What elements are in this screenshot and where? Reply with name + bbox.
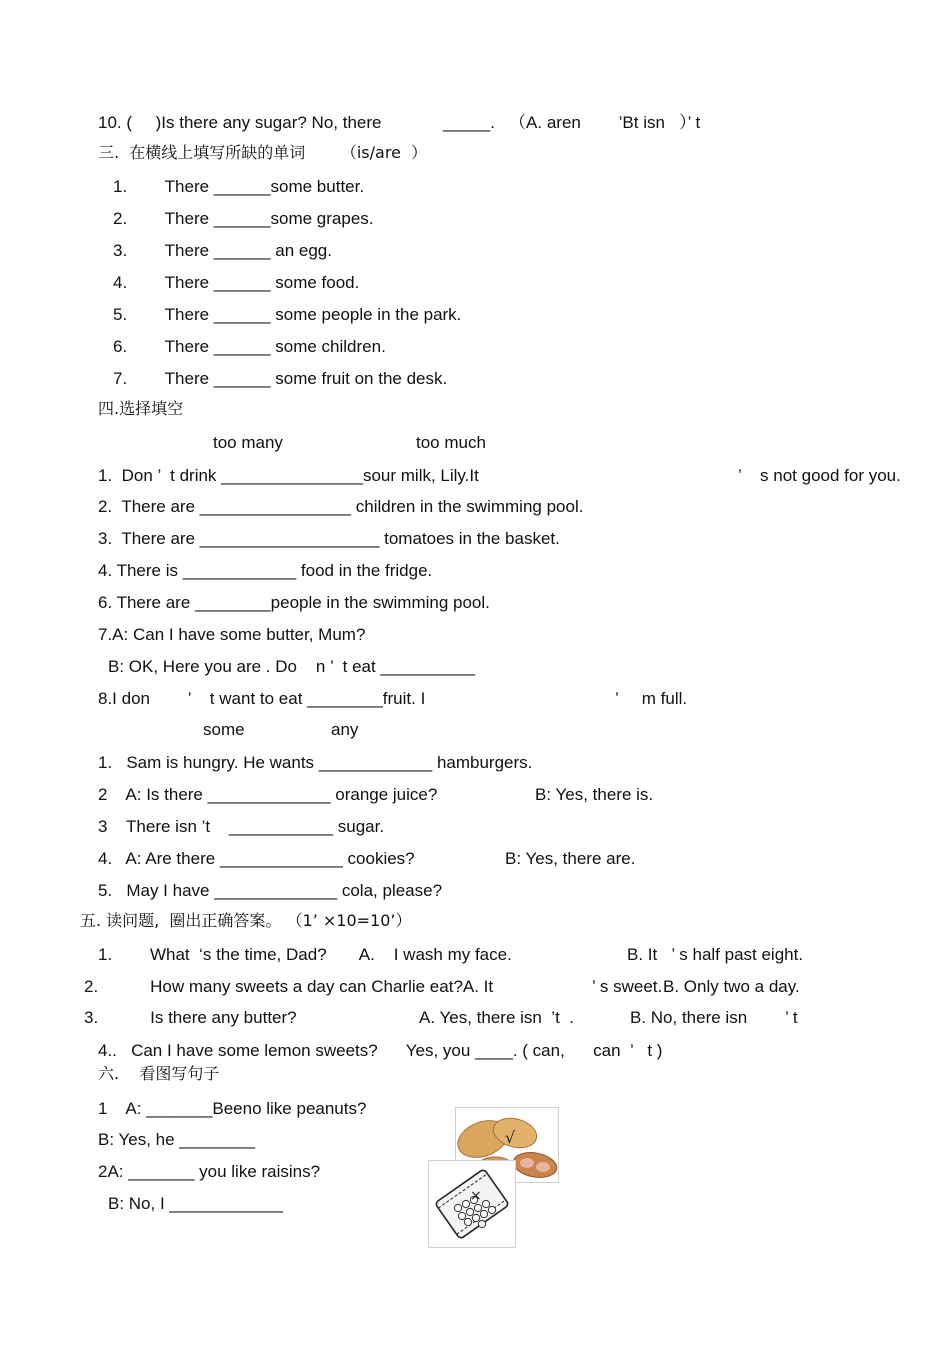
worksheet-line: ’ m full. bbox=[615, 689, 688, 708]
worksheet-line: 2. There ______some grapes. bbox=[113, 209, 374, 228]
worksheet-line: A. Yes, there isn ’t . bbox=[419, 1008, 574, 1027]
worksheet-line: 8.I don ’ t want to eat ________fruit. I bbox=[98, 689, 426, 708]
worksheet-line: 5. There ______ some people in the park. bbox=[113, 305, 462, 324]
worksheet-line: 1 A: _______Beeno like peanuts? bbox=[98, 1099, 367, 1118]
worksheet-line: some bbox=[203, 720, 245, 739]
worksheet-line: B: Yes, there is. bbox=[535, 785, 654, 804]
worksheet-line: ’ s not good for you. bbox=[738, 466, 901, 485]
worksheet-line: 2. How many sweets a day can Charlie eat?A. It bbox=[84, 977, 494, 996]
raisins-picture-with-cross bbox=[428, 1160, 516, 1248]
worksheet-line: B: Yes, he ________ bbox=[98, 1130, 255, 1149]
worksheet-line: 7.A: Can I have some butter, Mum? bbox=[98, 625, 366, 644]
worksheet-line: 1. There ______some butter. bbox=[113, 177, 365, 196]
worksheet-line: 3. There ______ an egg. bbox=[113, 241, 332, 260]
worksheet-line: ’ s sweet. bbox=[592, 977, 663, 996]
worksheet-line: 4. A: Are there _____________ cookies? bbox=[98, 849, 415, 868]
worksheet-line: 3 There isn ’t ___________ sugar. bbox=[98, 817, 385, 836]
cross-mark: × bbox=[470, 1188, 482, 1204]
worksheet-line: 2. There are ________________ children in the swimming pool. bbox=[98, 497, 584, 516]
worksheet-line: 3. There are ___________________ tomatoes in the basket. bbox=[98, 529, 560, 548]
worksheet-line: 1. What ‘s the time, Dad? A. I wash my face. bbox=[98, 945, 512, 964]
worksheet-line: 1. Don ’ t drink _______________sour milk, Lily.It bbox=[98, 466, 479, 485]
worksheet-line: 三. 在横线上填写所缺的单词 （is/are ） bbox=[98, 143, 428, 162]
worksheet-line: B: No, I ____________ bbox=[108, 1194, 283, 1213]
worksheet-line: any bbox=[331, 720, 359, 739]
worksheet-line: B. Only two a day. bbox=[663, 977, 800, 996]
worksheet-line: B. It ’ s half past eight. bbox=[627, 945, 804, 964]
worksheet-line: 4.. Can I have some lemon sweets? Yes, you ____. ( can, can ’ t ) bbox=[98, 1041, 663, 1060]
worksheet-line: too many bbox=[213, 433, 283, 452]
worksheet-line: 4. There ______ some food. bbox=[113, 273, 360, 292]
worksheet-line: 7. There ______ some fruit on the desk. bbox=[113, 369, 448, 388]
worksheet-line: 10. ( )Is there any sugar? No, there _____. （A. aren ’Bt isn ）’ t bbox=[98, 113, 701, 132]
worksheet-line: 6. There are ________people in the swimming pool. bbox=[98, 593, 490, 612]
worksheet-line: 2 A: Is there _____________ orange juice? bbox=[98, 785, 438, 804]
worksheet-line: too much bbox=[416, 433, 486, 452]
worksheet-line: B: Yes, there are. bbox=[505, 849, 636, 868]
worksheet-line: 四.选择填空 bbox=[98, 399, 184, 418]
worksheet-line: 2A: _______ you like raisins? bbox=[98, 1162, 321, 1181]
worksheet-line: 5. May I have _____________ cola, please? bbox=[98, 881, 443, 900]
worksheet-line: 6. There ______ some children. bbox=[113, 337, 386, 356]
worksheet-line: B: OK, Here you are . Do n ’ t eat __________ bbox=[108, 657, 475, 676]
worksheet-line: 1. Sam is hungry. He wants ____________ hamburgers. bbox=[98, 753, 533, 772]
tick-mark: √ bbox=[505, 1128, 516, 1147]
worksheet-line: 4. There is ____________ food in the fridge. bbox=[98, 561, 433, 580]
worksheet-line: B. No, there isn ’ t bbox=[630, 1008, 798, 1027]
worksheet-line: 3. Is there any butter? bbox=[84, 1008, 297, 1027]
worksheet-line: 五. 读问题, 圈出正确答案。 （1’ ×10=10’） bbox=[80, 911, 412, 930]
worksheet-line: 六. 看图写句子 bbox=[98, 1064, 220, 1083]
